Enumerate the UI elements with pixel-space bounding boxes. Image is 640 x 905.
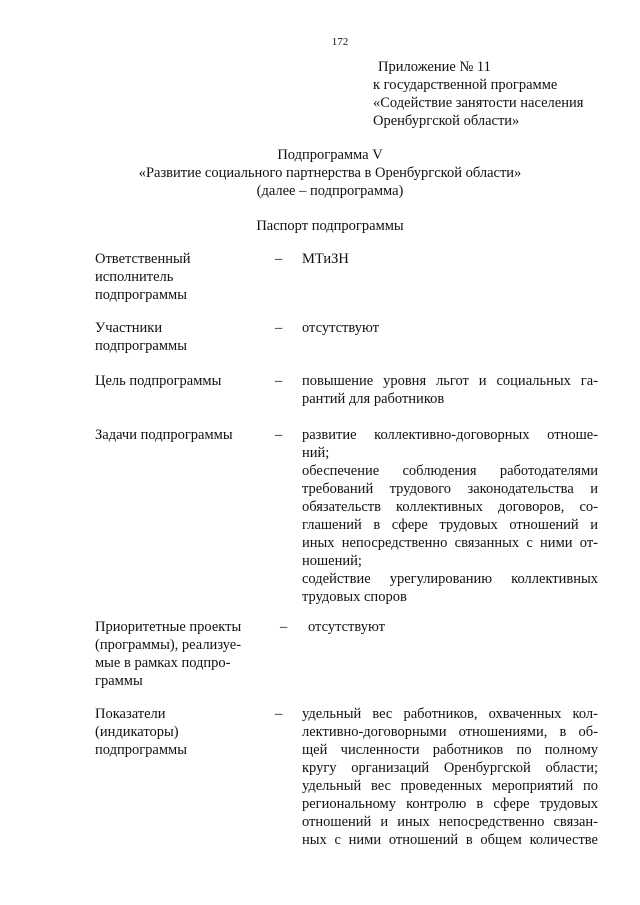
appendix-line: к государственной программе (373, 77, 558, 93)
row-value-line: рантий для работников (302, 391, 445, 407)
row-dash: – (275, 373, 283, 389)
row-label-line: Задачи подпрограммы (95, 427, 233, 443)
subprogram-title (0, 146, 640, 200)
row-value-line: отсутствуют (308, 619, 385, 635)
row-value-line: лективно-договорными отношениями, в об- (302, 724, 598, 740)
row-value-line: обязательств коллективных договоров, со- (302, 499, 598, 515)
row-value-line: отсутствуют (302, 320, 379, 336)
row-value-line: отношений и иных непосредственно связан- (302, 814, 598, 830)
subprogram-title-line: (далее – подпрограмма) (256, 183, 404, 199)
row-value-line: ний; (302, 445, 330, 461)
row-label-line: (программы), реализуе- (95, 637, 242, 653)
row-label-line: Участники (95, 320, 163, 336)
appendix-line: «Содействие занятости населения (373, 95, 584, 111)
row-value-line: обеспечение соблюдения работодателями (302, 463, 598, 479)
row-value-line: кругу организаций Оренбургской области; (302, 760, 598, 776)
row-value-line: региональному контролю в сфере трудовых (302, 796, 598, 812)
row-label-line: Цель подпрограммы (95, 373, 222, 389)
row-label (95, 426, 260, 444)
row-label-line: подпрограммы (95, 338, 187, 354)
row-dash: – (275, 706, 283, 722)
row-dash: – (275, 251, 283, 267)
row-value-line: иных непосредственно связанных с ними от- (302, 535, 598, 551)
row-value-line: удельный вес проведенных мероприятий по (302, 778, 598, 794)
row-value (302, 426, 598, 606)
row-dash: – (275, 427, 283, 443)
row-label (95, 250, 260, 304)
row-label-line: подпрограммы (95, 287, 187, 303)
row-value-line: развитие коллективно-договорных отноше- (302, 427, 598, 443)
row-value (302, 705, 598, 849)
row-value-line: глашений в сфере трудовых отношений и (302, 517, 598, 533)
row-label (95, 319, 260, 355)
row-label-line: исполнитель (95, 269, 174, 285)
row-value-line: ношений; (302, 553, 362, 569)
row-label-line: мые в рамках подпро- (95, 655, 231, 671)
passport-title: Паспорт подпрограммы (256, 218, 404, 234)
appendix-line: Приложение № 11 (378, 59, 491, 75)
row-value-line: удельный вес работников, охваченных кол- (302, 706, 598, 722)
row-value-line: ных с ними отношений в общем количестве (302, 832, 598, 848)
row-value (308, 618, 604, 636)
row-value-line: трудовых споров (302, 589, 407, 605)
row-label (95, 618, 260, 690)
row-value (302, 319, 598, 337)
row-value (302, 250, 598, 268)
row-value (302, 372, 598, 408)
row-label-line: Ответственный (95, 251, 191, 267)
appendix-line: Оренбургской области» (373, 113, 520, 129)
row-value-line: содействие урегулированию коллективных (302, 571, 598, 587)
row-value-line: повышение уровня льгот и социальных га- (302, 373, 598, 389)
page-number: 172 (331, 36, 349, 48)
row-label-line: (индикаторы) (95, 724, 179, 740)
row-label-line: граммы (95, 673, 143, 689)
row-value-line: требований трудового законодательства и (302, 481, 598, 497)
row-value-line: МТиЗН (302, 251, 349, 267)
row-label-line: Приоритетные проекты (95, 619, 242, 635)
subprogram-title-line: Подпрограмма V (277, 147, 383, 163)
row-label-line: подпрограммы (95, 742, 187, 758)
row-dash: – (280, 619, 288, 635)
row-label (95, 705, 260, 759)
row-label-line: Показатели (95, 706, 166, 722)
subprogram-title-line: «Развитие социального партнерства в Оренбургской области» (138, 165, 522, 181)
row-dash: – (275, 320, 283, 336)
appendix-header (373, 58, 583, 130)
row-value-line: щей численности работников по полному (302, 742, 598, 758)
row-label (95, 372, 260, 390)
